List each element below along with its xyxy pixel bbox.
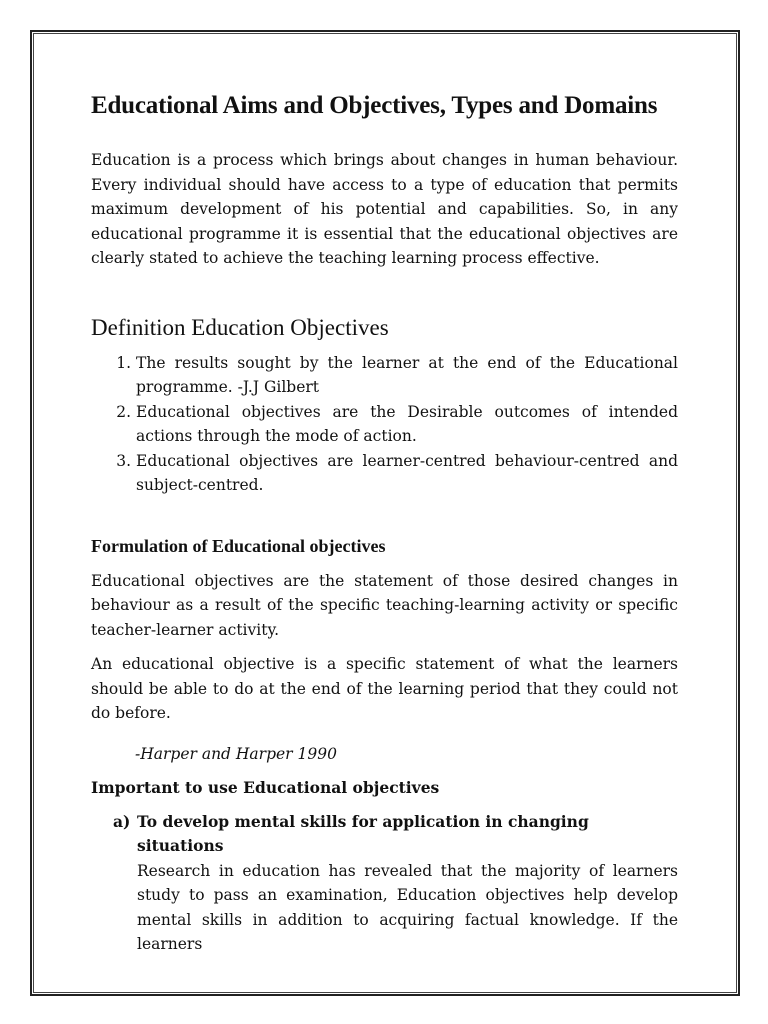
definition-item: 3. Educational objectives are learner-centred behaviour-centred and subject-centred. — [136, 449, 678, 498]
definition-item: 2. Educational objectives are the Desirable outcomes of intended actions through the mode of action. — [136, 400, 678, 449]
document-title: Educational Aims and Objectives, Types and Domains — [91, 92, 658, 119]
document-body — [91, 92, 678, 957]
formulation-paragraph: Educational objectives are the statement of those desired changes in behaviour as a result of the specific teaching-learning activity or specific teacher-learner activity. — [91, 571, 678, 639]
item-title: To develop mental skills for application in changing situations — [137, 811, 589, 855]
definition-list — [91, 351, 678, 498]
item-text: Research in education has revealed that the majority of learners study to pass an examination, Education objectives help develop mental skills in addition to acquiring factual knowledge. If the learners — [137, 861, 678, 953]
item-body — [137, 810, 678, 957]
lettered-item — [91, 810, 678, 957]
formulation-paragraph: An educational objective is a specific statement of what the learners should be able to do at the end of the learning period that they could not do before. — [91, 655, 678, 722]
definition-heading: Definition Education Objectives — [91, 314, 389, 340]
formulation-heading: Formulation of Educational objectives — [91, 535, 386, 556]
intro-paragraph: Education is a process which brings about changes in human behaviour. Every individual should have access to a type of education that permits maximum development of his potential and capabilities. So, in any educational programme it is essential that the educational objectives are clearly stated to achieve the teaching learning process effective. — [91, 151, 678, 267]
citation: -Harper and Harper 1990 — [135, 744, 337, 763]
item-marker: a) — [113, 811, 131, 831]
definition-item: 1. The results sought by the learner at the end of the Educational programme. -J.J Gilbert — [136, 351, 678, 400]
important-heading: Important to use Educational objectives — [91, 777, 440, 797]
